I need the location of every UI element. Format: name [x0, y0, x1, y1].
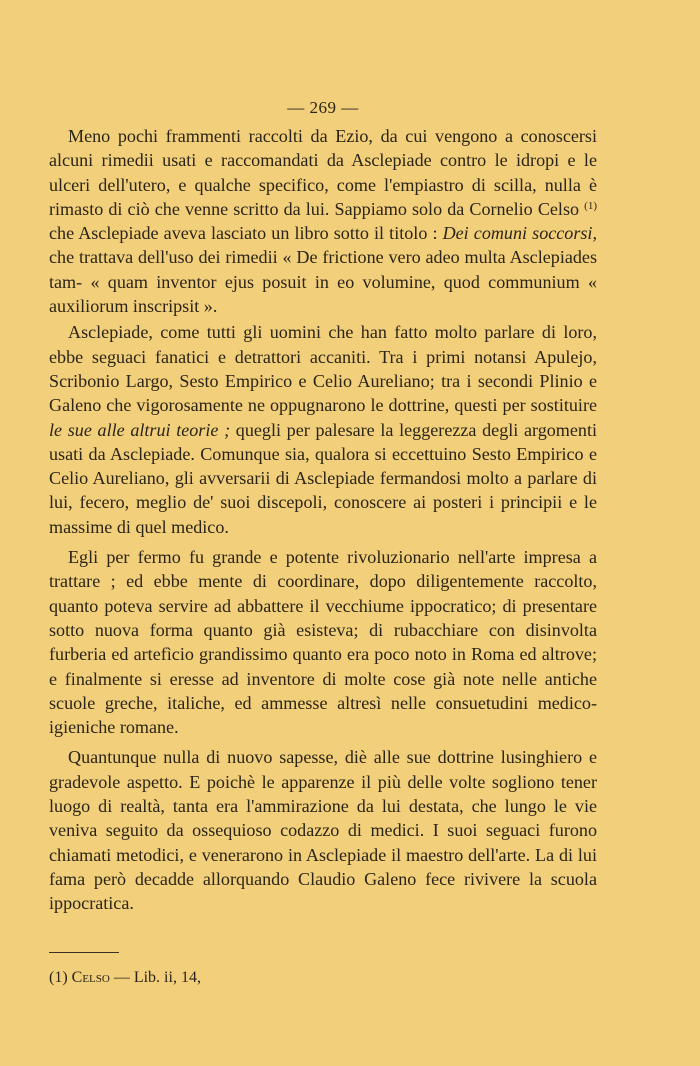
paragraph-1: [49, 124, 597, 318]
footnote: [49, 969, 597, 987]
paragraph-4: Quantunque nulla di nuovo sapesse, diè alle sue dottrine lusinghiero e gradevole aspetto. E poichè le apparenze il più delle volte sogliono tener luogo di realtà, tanta era l'ammirazione da lui destata, che lungo le vie veniva seguito da ossequioso codazzo di medici. I suoi seguaci furono chiamati metodici, e venerarono in Asclepiade il maestro dell'arte. La di lui fama però decadde allorquando Claudio Galeno fece rivivere la scuola ippocratica.: [49, 747, 597, 914]
footnote-marker: (1): [49, 968, 68, 986]
paragraph-1-text-mid: che Asclepiade aveva lasciato un libro sotto il titolo :: [49, 223, 443, 244]
italic-phrase: le sue alle altrui teorie ;: [49, 419, 231, 440]
paragraph-2: [49, 320, 597, 539]
footnote-reference-text: — Lib. ii, 14,: [109, 968, 201, 986]
paragraph-1-text: Meno pochi frammenti raccolti da Ezio, da cui vengono a conoscersi alcuni rimedii usati e raccomandati da Asclepiade contro le idropi e le ulceri dell'utero, e qualche specifico, come l'empiastro di scilla, nulla è rimasto di ciò che venne scritto da lui. Sappiamo solo da Cornelio Celso: [49, 126, 597, 219]
page: [49, 98, 597, 987]
book-title: Dei comuni soccorsi,: [442, 223, 597, 244]
paragraph-2-text-end: quegli per palesare la leggerezza degli argomenti usati da Asclepiade. Comunque sia, qualora si eccettuino Sesto Empirico e Celio Aureliano, gli avversarii di Asclepiade fermandosi molto a parlare di lui, fecero, meglio de' suoi discepoli, conoscere ai posteri i principii e le massime di quel medico.: [49, 419, 597, 537]
footnote-divider: [49, 952, 119, 953]
footnote-reference: (1): [584, 199, 597, 212]
page-number: — 269 —: [287, 98, 359, 117]
paragraph-1-text-end: che trattava dell'uso dei rimedii « De frictione vero adeo multa Asclepiades tam- « quam inventor ejus posuit in eo volumine, quod communium « auxiliorum inscripsit ».: [49, 247, 597, 317]
paragraph-3: Egli per fermo fu grande e potente rivoluzionario nell'arte impresa a trattare ; ed ebbe mente di coordinare, dopo diligentemente raccolto, quanto poteva servire ad abbattere il vecchiume ippocratico; di presentare sotto nuova forma quanto già esisteva; di rubacchiare con disinvolta furberia ed artefìcio grandissimo quanto era poco noto in Roma ed altrove; e finalmente si eresse ad inventore di molte cose già note nelle antiche scuole greche, italiche, ed ammesse altresì nelle consuetudini medico-igieniche romane.: [49, 547, 597, 738]
footnote-author: Celso: [71, 968, 110, 986]
paragraph-2-text: Asclepiade, come tutti gli uomini che han fatto molto parlare di loro, ebbe seguaci fanatici e detrattori accaniti. Tra i primi notansi Apulejo, Scribonio Largo, Sesto Empirico e Celio Aureliano; tra i secondi Plinio e Galeno che vigorosamente ne oppugnarono le dottrine, questi per sostituire: [49, 322, 597, 416]
